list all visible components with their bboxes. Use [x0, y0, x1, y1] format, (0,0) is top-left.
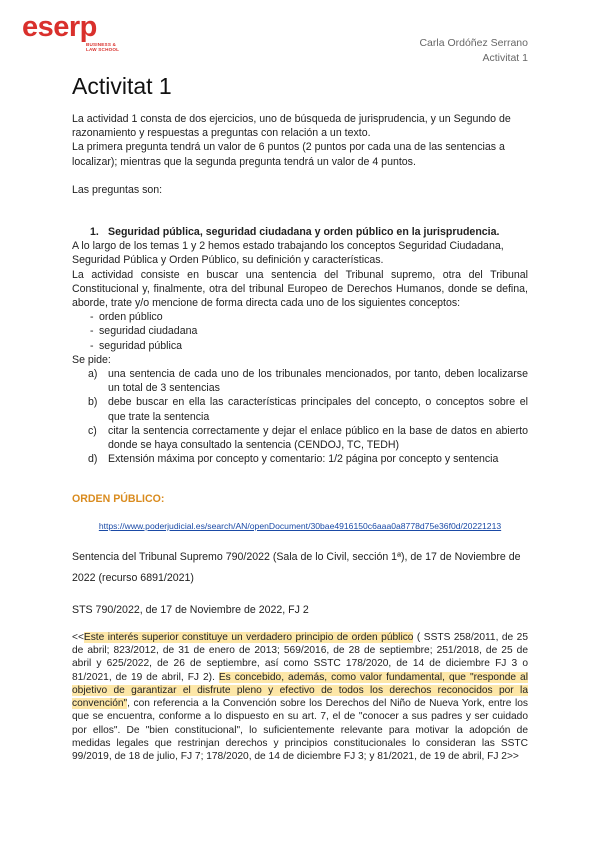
- question-1-number: 1.: [90, 226, 99, 239]
- list-item-text: una sentencia de cada uno de los tribunales mencionados, por tanto, deben localizarse un total de 3 sentencias: [108, 368, 528, 395]
- sts-reference: STS 790/2022, de 17 de Noviembre de 2022, FJ 2: [72, 603, 309, 616]
- list-marker: a): [88, 368, 98, 381]
- intro-paragraph-1: La actividad 1 consta de dos ejercicios, uno de búsqueda de jurisprudencia, y un Segundo de razonamiento y respuestas a preguntas con relación a un texto.: [72, 113, 511, 140]
- list-item-text: seguridad ciudadana: [99, 325, 198, 338]
- list-item: [72, 395, 528, 423]
- header-doc-title: Activitat 1: [482, 52, 528, 64]
- eserp-logo: [22, 12, 132, 56]
- highlighted-text: Es concebido, además, como valor fundamental, que "responde al objetivo de garantizar el disfrute pleno y efectivo de todos los derechos reconocidos por la convención": [72, 671, 528, 710]
- sentence-quote: [72, 631, 528, 763]
- quote-text: ( SSTS 258/2011, de 25 de abril; 823/2012, de 31 de enero de 2013; 569/2016, de 28 de septiembre; 251/2018, de 25 de abril y 625/2022, de 26 de septiembre, así como SSTC 178/2020, de 14 de diciembre FJ 3 o 81/2021, de 19 de abril, FJ 2).: [72, 632, 528, 683]
- orden-publico-heading: ORDEN PÚBLICO:: [72, 493, 165, 506]
- intro-paragraph-2: La primera pregunta tendrá un valor de 6 puntos (2 puntos por cada una de las sentencias a localizar); mientras que la segunda pregunta tendrá un valor de 4 puntos.: [72, 141, 505, 168]
- list-item: [72, 452, 528, 466]
- list-item-text: Extensión máxima por concepto y comentario: 1/2 página por concepto y sentencia: [108, 453, 499, 466]
- se-pide-label: Se pide:: [72, 353, 111, 366]
- page-header: [419, 36, 528, 66]
- highlighted-text: Este interés superior constituye un verdadero principio de orden público: [83, 632, 414, 644]
- logo-subtitle: [86, 42, 119, 52]
- question-1-paragraph-1: A lo largo de los temas 1 y 2 hemos estado trabajando los conceptos Seguridad Ciudadana, Seguridad Pública y Orden Público, su definición y características.: [72, 240, 504, 267]
- list-item-text: orden público: [99, 311, 163, 324]
- list-dash: -: [90, 325, 94, 338]
- list-item: [72, 339, 528, 353]
- question-1-title-text: Seguridad pública, seguridad ciudadana y orden público en la jurisprudencia.: [108, 226, 500, 239]
- page-title: Activitat 1: [72, 73, 172, 99]
- question-1-title: [72, 225, 528, 239]
- list-item-text: seguridad pública: [99, 339, 183, 352]
- sentence-citation: Sentencia del Tribunal Supremo 790/2022 (Sala de lo Civil, sección 1ª), de 17 de Noviembre de 2022 (recurso 6891/2021): [72, 550, 521, 584]
- list-item: [72, 324, 528, 338]
- list-marker: c): [88, 424, 97, 437]
- concept-list: [72, 310, 528, 353]
- intro-paragraph-3: Las preguntas son:: [72, 183, 163, 196]
- list-item-text: debe buscar en ella las características principales del concepto, o conceptos sobre el que trate la sentencia: [108, 396, 528, 423]
- list-item: [72, 310, 528, 324]
- list-marker: b): [88, 396, 98, 409]
- logo-wordmark: eserp: [22, 11, 97, 43]
- quote-open: <<: [72, 632, 84, 644]
- logo-subtitle-line1: BUSINESS &: [86, 42, 117, 47]
- list-dash: -: [90, 311, 94, 324]
- list-item: [72, 367, 528, 395]
- quote-text: , con referencia a la Convención sobre los Derechos del Niño de Nueva York, entre los que se encuentra, conforme a lo dispuesto en su art. 7, el de "conocer a sus padres y ser cuidado por ellos". De "bien constitucional", lo suficientemente relevante para motivar la adopción de medidas legales que restrinjan derechos y principios constitucionales lo consideran las SSTC 99/2019, de 18 de julio, FJ 7; 178/2020, de 14 de diciembre FJ 3; y 81/2021, de 19 de abril, FJ 2>>: [72, 698, 528, 762]
- document-body: [72, 72, 528, 763]
- list-item: [72, 424, 528, 452]
- list-item-text: citar la sentencia correctamente y dejar el enlace público en la base de datos en abierto donde se haya consultado la sentencia (CENDOJ, TC, TEDH): [108, 424, 528, 452]
- list-marker: d): [88, 453, 98, 466]
- question-1-paragraph-2: La actividad consiste en buscar una sentencia del Tribunal supremo, otra del Tribunal Constitucional y, finalmente, otra del tribunal Europeo de Derechos Humanos, donde se defina, aborde, trate y/o mencione de forma directa cada uno de los siguientes conceptos:: [72, 268, 528, 310]
- sentence-link[interactable]: https://www.poderjudicial.es/search/AN/openDocument/30bae4916150c6aaa0a8778d75e36f0d/20221213: [98, 520, 502, 531]
- logo-subtitle-line2: LAW SCHOOL: [86, 47, 120, 52]
- list-dash: -: [90, 339, 94, 352]
- header-author: Carla Ordóñez Serrano: [419, 37, 528, 49]
- requirements-list: [72, 367, 528, 466]
